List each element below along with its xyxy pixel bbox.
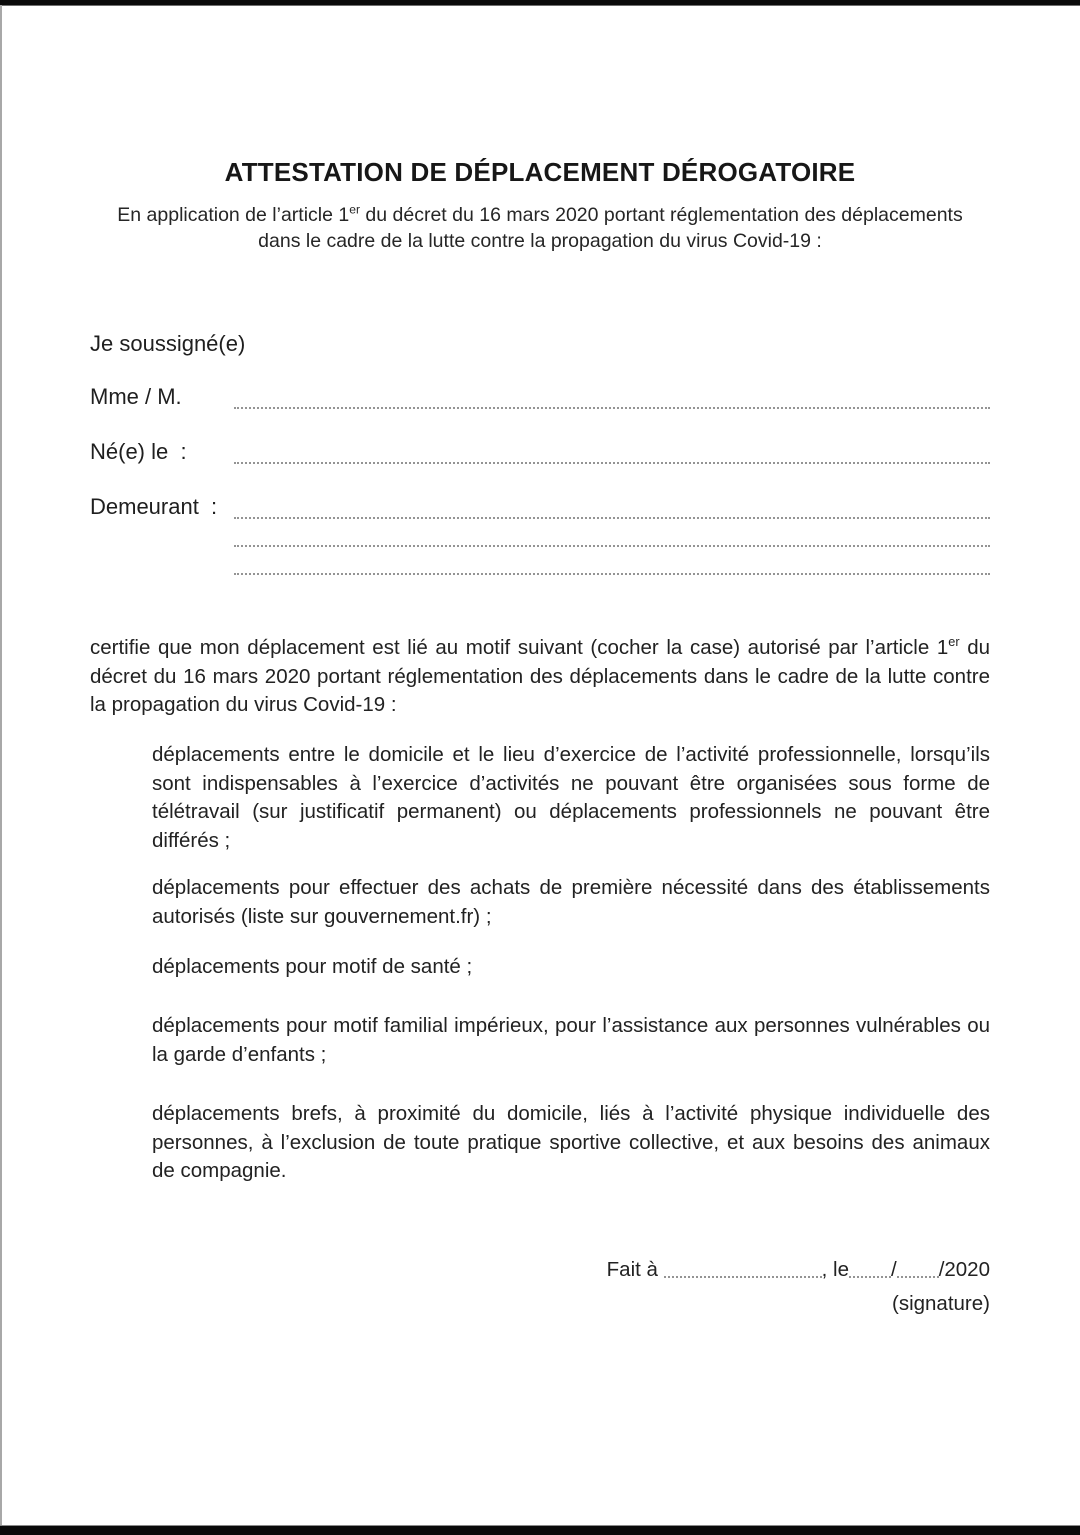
address-field-line-3[interactable] [234,573,990,575]
certify-text-part: du décret du 16 mars 2020 portant réglementation des déplacements dans le cadre de la lutte contre la propagation du virus Covid-19 : [90,636,990,716]
address-label: Demeurant : [90,494,218,519]
name-field-line[interactable] [234,407,990,409]
day-field-line[interactable] [849,1276,891,1278]
month-field-line[interactable] [897,1276,939,1278]
intro-je-soussigne: Je soussigné(e) [90,331,246,356]
birthdate-field-line[interactable] [234,462,990,464]
name-label: Mme / M. [90,384,182,409]
document-subtitle [115,202,965,254]
certify-text-part: certifie que mon déplacement est lié au motif suivant (cocher la case) autorisé par l’article 1 [90,636,949,659]
address-field-line-1[interactable] [234,517,990,519]
address-field-line-2[interactable] [234,545,990,547]
le-label: , le [821,1258,849,1281]
scan-edge-bottom [0,1525,1080,1535]
motif-item-family: déplacements pour motif familial impérieux, pour l’assistance aux personnes vulnérables ou la garde d’enfants ; [152,1014,990,1066]
scan-edge-top [0,0,1080,6]
motif-item-exercise: déplacements brefs, à proximité du domicile, liés à l’activité physique individuelle des personnes, à l’exclusion de toute pratique sportive collective, et aux besoins des animaux de compagnie. [152,1102,990,1182]
motif-item-shopping: déplacements pour effectuer des achats de première nécessité dans des établissements autorisés (liste sur gouvernement.fr) ; [152,876,990,928]
city-field-line[interactable] [664,1276,822,1278]
fait-a-label: Fait à [606,1258,664,1281]
year-label: /2020 [938,1258,990,1281]
subtitle-text-part: du décret du 16 mars 2020 portant réglementation des déplacements dans le cadre de la lutte contre la propagation du virus Covid-19 : [258,204,963,252]
certify-paragraph [90,634,990,720]
subtitle-superscript: er [349,202,360,217]
document-title: ATTESTATION DE DÉPLACEMENT DÉROGATOIRE [224,157,856,187]
date-slash: / [890,1258,897,1281]
scan-edge-left [0,5,2,1526]
certify-superscript: er [948,634,960,650]
motif-item-health: déplacements pour motif de santé ; [152,955,473,978]
subtitle-text-part: En application de l’article 1 [117,204,350,226]
motif-item-professional: déplacements entre le domicile et le lieu d’exercice de l’activité professionnelle, lorsqu’ils sont indispensables à l’exercice d’activités ne pouvant être organisées sous forme de télétravail (sur justificatif permanent) ou déplacements professionnels ne pouvant être différés ; [152,743,990,852]
signature-label: (signature) [892,1292,990,1315]
fait-a-line [607,1258,990,1282]
birthdate-label: Né(e) le : [90,439,187,464]
